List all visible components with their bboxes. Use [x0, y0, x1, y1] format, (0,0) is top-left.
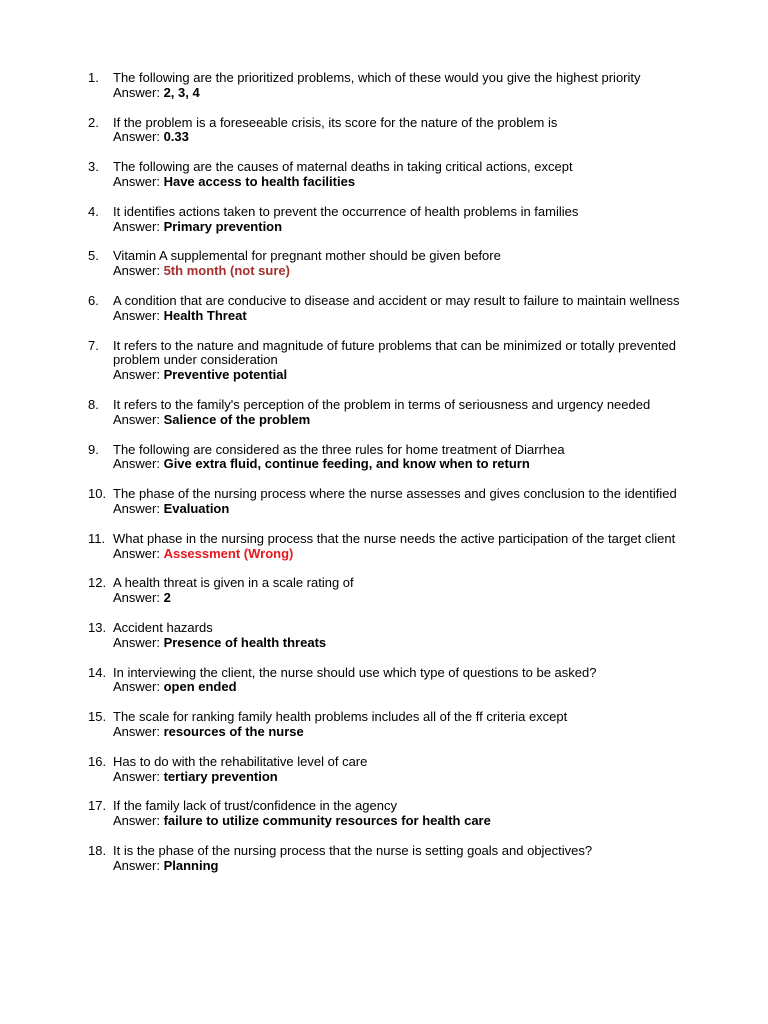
- answer-value: Give extra fluid, continue feeding, and know when to return: [163, 456, 530, 472]
- list-item: [88, 755, 688, 785]
- answer-label: Answer:: [113, 590, 164, 606]
- question-text: The scale for ranking family health problems includes all of the ff criteria except: [113, 709, 568, 725]
- list-item: [88, 294, 688, 324]
- answer-value: Primary prevention: [163, 218, 283, 234]
- answer-label: Answer:: [113, 723, 164, 739]
- list-item: [88, 398, 688, 428]
- answer-label: Answer:: [113, 545, 164, 561]
- answer-line: [113, 86, 688, 101]
- answer-label: Answer:: [113, 500, 164, 516]
- list-item: [88, 666, 688, 696]
- answer-label: Answer:: [113, 634, 164, 650]
- answer-line: [113, 457, 688, 472]
- answer-value: Salience of the problem: [163, 411, 311, 427]
- answer-line: [113, 368, 688, 383]
- item-number: 9.: [88, 441, 99, 457]
- answer-value: Assessment (Wrong): [163, 545, 294, 561]
- list-item: [88, 160, 688, 190]
- answer-value: 2, 3, 4: [163, 84, 200, 100]
- answer-value: Preventive potential: [163, 367, 288, 383]
- item-number: 14.: [88, 664, 107, 680]
- answer-line: [113, 547, 688, 562]
- answer-label: Answer:: [113, 813, 164, 829]
- question-answer-list: [88, 71, 688, 888]
- answer-line: [113, 859, 688, 874]
- list-item: [88, 799, 688, 829]
- answer-line: [113, 770, 688, 785]
- list-item: [88, 532, 688, 562]
- list-item: [88, 844, 688, 874]
- answer-value: failure to utilize community resources for health care: [163, 813, 491, 829]
- answer-line: [113, 413, 688, 428]
- item-number: 3.: [88, 159, 99, 175]
- question-text: Accident hazards: [113, 619, 213, 635]
- answer-label: Answer:: [113, 218, 164, 234]
- answer-value: Health Threat: [163, 307, 247, 323]
- question-text: If the family lack of trust/confidence in the agency: [113, 798, 397, 814]
- answer-line: [113, 814, 688, 829]
- answer-line: [113, 220, 688, 235]
- answer-line: [113, 725, 688, 740]
- item-number: 8.: [88, 396, 99, 412]
- answer-line: [113, 591, 688, 606]
- answer-label: Answer:: [113, 84, 164, 100]
- answer-label: Answer:: [113, 456, 164, 472]
- answer-line: [113, 309, 688, 324]
- question-text: It identifies actions taken to prevent the occurrence of health problems in families: [113, 203, 579, 219]
- item-number: 13.: [88, 619, 107, 635]
- item-number: 11.: [88, 530, 106, 546]
- item-number: 17.: [88, 798, 107, 814]
- list-item: [88, 443, 688, 473]
- list-item: [88, 621, 688, 651]
- answer-value: Presence of health threats: [163, 634, 327, 650]
- question-text: It is the phase of the nursing process that the nurse is setting goals and objectives?: [113, 842, 593, 858]
- answer-value: open ended: [163, 679, 237, 695]
- answer-value: Planning: [163, 857, 219, 873]
- answer-label: Answer:: [113, 857, 164, 873]
- question-text: If the problem is a foreseeable crisis, its score for the nature of the problem is: [113, 114, 558, 130]
- question-text: The following are considered as the three rules for home treatment of Diarrhea: [113, 441, 565, 457]
- question-text: In interviewing the client, the nurse should use which type of questions to be asked?: [113, 664, 597, 680]
- question-text: Has to do with the rehabilitative level of care: [113, 753, 368, 769]
- item-number: 5.: [88, 248, 99, 264]
- answer-label: Answer:: [113, 768, 164, 784]
- answer-line: [113, 264, 688, 279]
- answer-line: [113, 175, 688, 190]
- answer-label: Answer:: [113, 307, 164, 323]
- item-number: 6.: [88, 292, 99, 308]
- list-item: [88, 116, 688, 146]
- question-text: It refers to the nature and magnitude of future problems that can be minimized or totally prevented problem under consideration: [113, 337, 676, 368]
- item-number: 15.: [88, 709, 107, 725]
- answer-value: Have access to health facilities: [163, 173, 356, 189]
- list-item: [88, 576, 688, 606]
- answer-line: [113, 636, 688, 651]
- item-number: 2.: [88, 114, 99, 130]
- answer-value: Evaluation: [163, 500, 230, 516]
- question-text: A condition that are conducive to disease and accident or may result to failure to maintain wellness: [113, 292, 680, 308]
- question-text: The following are the causes of maternal deaths in taking critical actions, except: [113, 159, 573, 175]
- list-item: [88, 205, 688, 235]
- answer-label: Answer:: [113, 129, 164, 145]
- answer-line: [113, 130, 688, 145]
- list-item: [88, 487, 688, 517]
- answer-label: Answer:: [113, 679, 164, 695]
- item-number: 18.: [88, 842, 107, 858]
- answer-label: Answer:: [113, 173, 164, 189]
- item-number: 16.: [88, 753, 107, 769]
- answer-line: [113, 680, 688, 695]
- answer-line: [113, 502, 688, 517]
- list-item: [88, 710, 688, 740]
- answer-value: resources of the nurse: [163, 723, 304, 739]
- answer-value: 2: [163, 590, 171, 606]
- item-number: 1.: [88, 70, 99, 85]
- item-number: 4.: [88, 203, 99, 219]
- list-item: [88, 249, 688, 279]
- answer-label: Answer:: [113, 367, 164, 383]
- question-text: A health threat is given in a scale rating of: [113, 575, 354, 591]
- question-text: The phase of the nursing process where the nurse assesses and gives conclusion to the identified: [113, 486, 677, 502]
- question-text: Vitamin A supplemental for pregnant mother should be given before: [113, 248, 501, 264]
- answer-value: tertiary prevention: [163, 768, 278, 784]
- question-text: It refers to the family's perception of the problem in terms of seriousness and urgency needed: [113, 396, 651, 412]
- list-item: [88, 71, 688, 101]
- item-number: 10.: [88, 486, 107, 502]
- answer-value: 0.33: [163, 129, 189, 145]
- list-item: [88, 339, 688, 383]
- answer-label: Answer:: [113, 263, 164, 279]
- item-number: 12.: [88, 575, 107, 591]
- answer-value: 5th month (not sure): [163, 263, 290, 279]
- answer-label: Answer:: [113, 411, 164, 427]
- question-text: The following are the prioritized problems, which of these would you give the highest priority: [113, 70, 641, 85]
- question-text: What phase in the nursing process that the nurse needs the active participation of the target client: [113, 530, 676, 546]
- item-number: 7.: [88, 337, 99, 353]
